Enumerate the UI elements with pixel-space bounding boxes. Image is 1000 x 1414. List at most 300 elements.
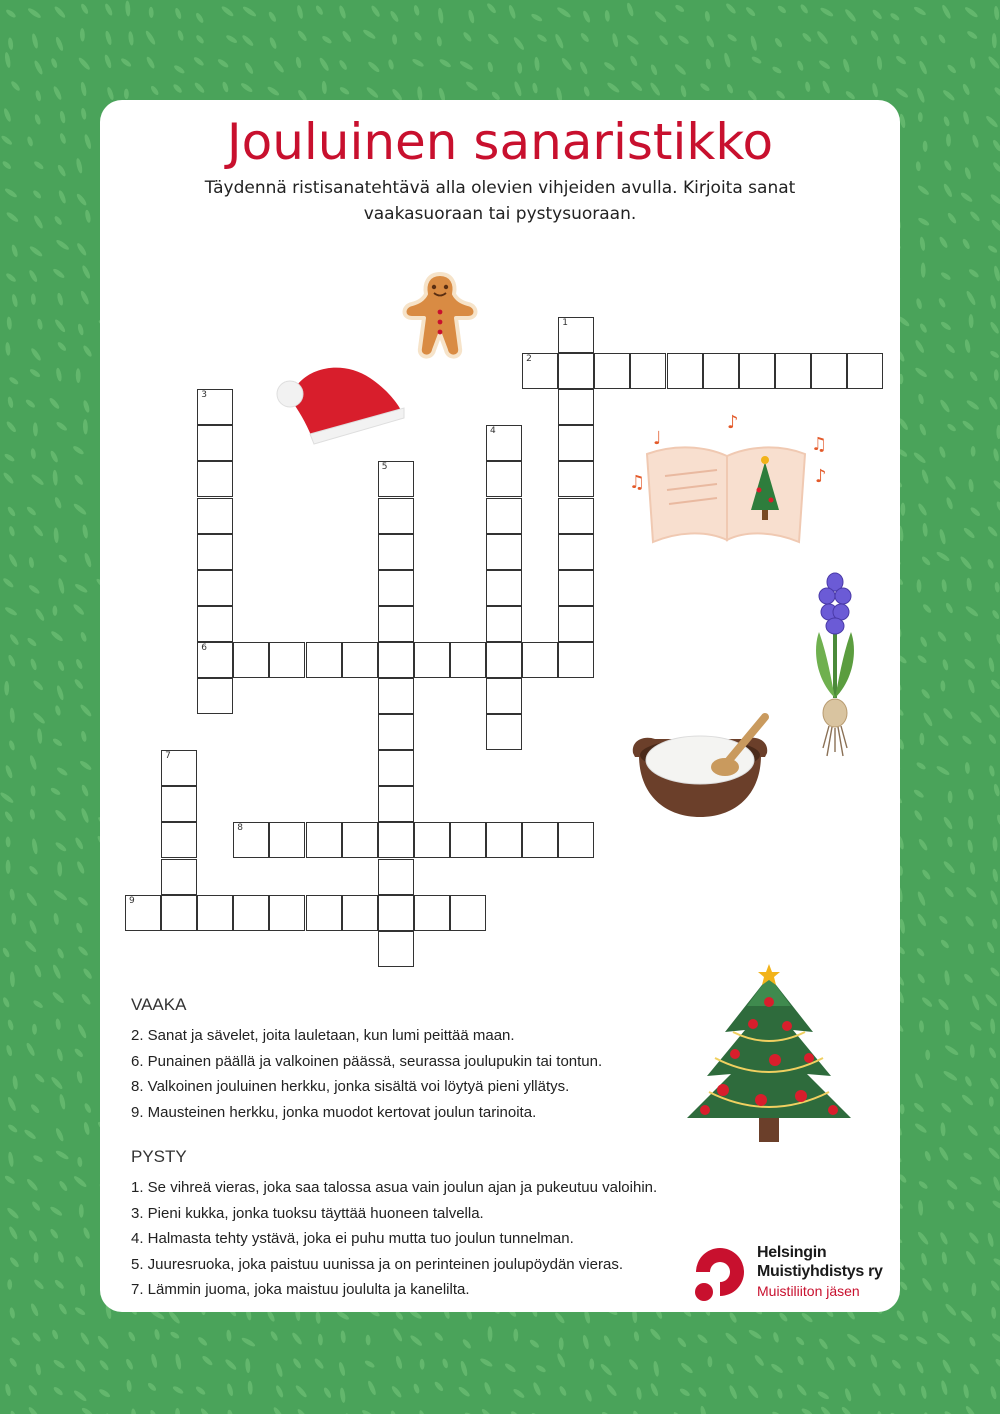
leaf-stroke [227, 1409, 234, 1414]
leaf-stroke [728, 1384, 738, 1400]
leaf-stroke [242, 5, 258, 18]
leaf-stroke [922, 712, 934, 728]
crossword-cell[interactable] [558, 642, 594, 678]
leaf-stroke [918, 1180, 929, 1190]
leaf-stroke [245, 1358, 251, 1373]
crossword-cell[interactable] [558, 498, 594, 534]
crossword-cell[interactable] [739, 353, 775, 389]
crossword-cell[interactable] [197, 678, 233, 714]
leaf-stroke [83, 552, 92, 568]
leaf-stroke [987, 244, 998, 254]
leaf-stroke [969, 57, 976, 70]
leaf-stroke [916, 913, 927, 928]
leaf-stroke [34, 1252, 39, 1263]
leaf-stroke [80, 3, 90, 15]
leaf-stroke [992, 868, 999, 882]
leaf-stroke [8, 553, 19, 568]
leaf-stroke [920, 688, 931, 700]
leaf-stroke [795, 1383, 808, 1397]
crossword-cell[interactable] [558, 461, 594, 497]
leaf-stroke [144, 30, 157, 46]
leaf-stroke [74, 583, 89, 595]
leaf-stroke [195, 1385, 207, 1396]
leaf-stroke [387, 59, 394, 70]
leaf-stroke [917, 838, 928, 852]
crossword-cell[interactable] [414, 642, 450, 678]
leaf-stroke [961, 83, 970, 96]
crossword-cell[interactable] [233, 642, 269, 678]
crossword-cell[interactable] [378, 498, 414, 534]
crossword-cell[interactable] [414, 822, 450, 858]
leaf-stroke [395, 1355, 404, 1369]
leaf-stroke [25, 892, 38, 908]
crossword-cell[interactable] [558, 570, 594, 606]
crossword-cell[interactable] [161, 822, 197, 858]
crossword-cell[interactable] [342, 642, 378, 678]
leaf-stroke [728, 1311, 738, 1323]
clue-number: 3 [201, 390, 207, 401]
leaf-stroke [195, 12, 205, 24]
crossword-cell[interactable] [558, 822, 594, 858]
leaf-stroke [174, 1353, 182, 1370]
leaf-stroke [751, 55, 763, 65]
leaf-stroke [944, 1302, 958, 1317]
crossword-cell[interactable] [667, 353, 703, 389]
leaf-stroke [24, 939, 38, 953]
leaf-stroke [916, 972, 926, 984]
leaf-stroke [965, 399, 980, 411]
leaf-stroke [128, 31, 135, 46]
crossword-cell[interactable] [811, 353, 847, 389]
crossword-cell[interactable] [378, 714, 414, 750]
leaf-stroke [943, 116, 951, 127]
leaf-stroke [919, 1020, 925, 1033]
crossword-cell[interactable] [450, 642, 486, 678]
leaf-stroke [80, 28, 85, 42]
leaf-stroke [76, 860, 86, 874]
leaf-stroke [175, 1408, 180, 1414]
leaf-stroke [53, 5, 66, 19]
leaf-stroke [57, 553, 68, 563]
leaf-stroke [54, 1127, 64, 1142]
leaf-stroke [649, 81, 662, 96]
crossword-cell[interactable] [378, 570, 414, 606]
crossword-cell[interactable] [306, 822, 342, 858]
crossword-cell[interactable] [161, 895, 197, 931]
crossword-cell[interactable] [450, 822, 486, 858]
crossword-cell[interactable] [125, 895, 161, 931]
clue-number: 7 [165, 751, 171, 762]
leaf-stroke [917, 502, 928, 516]
crossword-cell[interactable] [161, 859, 197, 895]
crossword-cell[interactable] [342, 822, 378, 858]
leaf-stroke [583, 86, 591, 98]
leaf-stroke [944, 475, 957, 491]
leaf-stroke [877, 1411, 884, 1414]
leaf-stroke [964, 6, 979, 19]
crossword-cell[interactable] [378, 750, 414, 786]
leaf-stroke [968, 479, 974, 493]
leaf-stroke [32, 999, 44, 1009]
leaf-stroke [433, 1380, 444, 1392]
instructions: Täydennä ristisanatehtävä alla olevien vihjeiden avulla. Kirjoita sanat vaakasuoraan tai pystysuoraan. [204, 178, 796, 224]
leaf-stroke [55, 238, 70, 251]
leaf-stroke [221, 81, 229, 93]
leaf-stroke [31, 1200, 42, 1212]
leaf-stroke [55, 1149, 70, 1161]
leaf-stroke [438, 58, 452, 69]
leaf-stroke [419, 1359, 424, 1370]
leaf-stroke [104, 30, 112, 45]
leaf-stroke [321, 81, 327, 95]
crossword-cell[interactable] [197, 389, 233, 425]
crossword-cell[interactable] [161, 786, 197, 822]
leaf-stroke [799, 3, 809, 14]
leaf-stroke [512, 1388, 525, 1400]
leaf-stroke [941, 1251, 948, 1264]
crossword-cell[interactable] [197, 895, 233, 931]
crossword-cell[interactable] [378, 606, 414, 642]
crossword-cell[interactable] [378, 678, 414, 714]
crossword-cell[interactable] [486, 642, 522, 678]
crossword-cell[interactable] [161, 750, 197, 786]
leaf-stroke [131, 1408, 137, 1414]
leaf-stroke [704, 11, 710, 22]
crossword-cell[interactable] [775, 353, 811, 389]
crossword-cell[interactable] [558, 353, 594, 389]
leaf-stroke [961, 734, 973, 745]
leaf-stroke [630, 80, 643, 93]
leaf-stroke [487, 61, 494, 72]
crossword-cell[interactable] [486, 570, 522, 606]
leaf-stroke [56, 685, 65, 701]
crossword-cell[interactable] [197, 461, 233, 497]
leaf-stroke [987, 55, 1000, 70]
crossword-cell[interactable] [269, 822, 305, 858]
clue-number: 5 [381, 462, 388, 473]
leaf-stroke [554, 33, 565, 49]
leaf-stroke [82, 344, 93, 357]
leaf-stroke [339, 86, 351, 96]
leaf-stroke [993, 6, 999, 20]
leaf-stroke [529, 1338, 541, 1349]
crossword-cell[interactable] [342, 895, 378, 931]
leaf-stroke [367, 60, 381, 73]
crossword-cell[interactable] [558, 425, 594, 461]
leaf-stroke [79, 290, 90, 306]
crossword-cell[interactable] [486, 425, 522, 461]
leaf-stroke [941, 1359, 952, 1375]
crossword-cell[interactable] [233, 895, 269, 931]
leaf-stroke [9, 888, 15, 900]
leaf-stroke [58, 1180, 69, 1192]
leaf-stroke [967, 788, 975, 801]
leaf-stroke [989, 350, 1000, 360]
crossword-cell[interactable] [630, 353, 666, 389]
leaf-stroke [969, 210, 981, 222]
leaf-stroke [921, 555, 932, 566]
leaf-stroke [296, 29, 308, 42]
leaf-stroke [52, 737, 64, 747]
leaf-stroke [774, 37, 784, 48]
leaf-stroke [920, 1385, 927, 1399]
leaf-stroke [943, 159, 953, 171]
leaf-stroke [52, 85, 63, 100]
leaf-stroke [33, 1278, 45, 1290]
leaf-stroke [871, 1333, 887, 1345]
crossword-cell[interactable] [486, 678, 522, 714]
leaf-stroke [986, 525, 998, 538]
christmas-tree-icon [683, 962, 855, 1144]
crossword-cell[interactable] [269, 642, 305, 678]
crossword-cell[interactable] [558, 389, 594, 425]
leaf-stroke [674, 4, 685, 14]
crossword-cell[interactable] [558, 606, 594, 642]
leaf-stroke [56, 341, 67, 352]
leaf-stroke [32, 189, 43, 200]
leaf-stroke [275, 1384, 285, 1398]
crossword-cell[interactable] [486, 822, 522, 858]
crossword-cell[interactable] [486, 714, 522, 750]
leaf-stroke [28, 919, 38, 934]
leaf-stroke [199, 1407, 212, 1414]
leaf-stroke [31, 293, 36, 305]
crossword-cell[interactable] [378, 859, 414, 895]
leaf-stroke [226, 1329, 232, 1341]
crossword-cell[interactable] [522, 822, 558, 858]
leaf-stroke [486, 2, 498, 14]
leaf-stroke [914, 366, 928, 378]
leaf-stroke [939, 399, 951, 414]
leaf-stroke [962, 111, 970, 126]
crossword-cell[interactable] [197, 606, 233, 642]
leaf-stroke [8, 740, 16, 751]
clue-number: 9 [129, 895, 135, 906]
leaf-stroke [804, 81, 811, 92]
leaf-stroke [800, 1312, 813, 1324]
leaf-stroke [32, 1154, 44, 1163]
leaf-stroke [582, 1334, 590, 1349]
crossword-cell[interactable] [486, 498, 522, 534]
leaf-stroke [57, 861, 62, 876]
leaf-stroke [362, 28, 377, 40]
leaf-stroke [79, 1204, 84, 1218]
leaf-stroke [126, 1380, 132, 1392]
leaf-stroke [632, 1410, 641, 1414]
leaf-stroke [745, 6, 757, 18]
crossword-cell[interactable] [269, 895, 305, 931]
leaf-stroke [559, 1337, 564, 1350]
leaf-stroke [30, 448, 36, 459]
leaf-stroke [7, 654, 17, 667]
leaf-stroke [6, 1206, 20, 1220]
crossword-cell[interactable] [378, 895, 414, 931]
crossword-cell[interactable] [197, 534, 233, 570]
leaf-stroke [487, 32, 500, 45]
leaf-stroke [966, 1124, 979, 1137]
down-heading: PYSTY [131, 1147, 187, 1166]
leaf-stroke [725, 2, 737, 15]
leaf-stroke [948, 791, 953, 803]
leaf-stroke [172, 83, 183, 94]
leaf-stroke [917, 184, 931, 196]
leaf-stroke [52, 605, 57, 615]
leaf-stroke [74, 1255, 85, 1268]
leaf-stroke [465, 80, 479, 92]
leaf-stroke [589, 1358, 594, 1370]
crossword-cell[interactable] [197, 498, 233, 534]
svg-text:♫: ♫ [811, 434, 828, 455]
leaf-stroke [946, 134, 951, 147]
crossword-cell[interactable] [847, 353, 883, 389]
crossword-cell[interactable] [378, 822, 414, 858]
leaf-stroke [73, 678, 84, 690]
leaf-stroke [971, 446, 976, 457]
leaf-stroke [150, 85, 160, 97]
crossword-cell[interactable] [197, 642, 233, 678]
leaf-stroke [914, 1073, 925, 1090]
leaf-stroke [771, 65, 782, 74]
leaf-stroke [964, 1075, 973, 1087]
leaf-stroke [936, 630, 947, 643]
leaf-stroke [984, 993, 999, 1008]
leaf-stroke [291, 1331, 303, 1345]
leaf-stroke [195, 34, 205, 45]
leaf-stroke [98, 1359, 110, 1372]
leaf-stroke [943, 368, 955, 380]
leaf-stroke [705, 58, 712, 69]
leaf-stroke [57, 578, 65, 594]
leaf-stroke [73, 1047, 84, 1058]
svg-text:♩: ♩ [653, 428, 662, 449]
leaf-stroke [901, 503, 906, 516]
leaf-stroke [517, 62, 523, 74]
crossword-cell[interactable] [486, 534, 522, 570]
leaf-stroke [51, 964, 62, 980]
leaf-stroke [941, 1282, 949, 1294]
leaf-stroke [80, 993, 92, 1006]
leaf-stroke [173, 64, 186, 75]
leaf-stroke [960, 191, 974, 203]
leaf-stroke [771, 1410, 785, 1414]
leaf-stroke [961, 238, 971, 250]
leaf-stroke [9, 708, 15, 724]
leaf-stroke [772, 1332, 780, 1344]
leaf-stroke [945, 343, 957, 355]
svg-text:♪: ♪ [727, 412, 739, 433]
leaf-stroke [748, 1328, 763, 1340]
crossword-cell[interactable] [378, 534, 414, 570]
leaf-stroke [365, 86, 379, 99]
leaf-stroke [963, 973, 975, 985]
crossword-cell[interactable] [306, 642, 342, 678]
crossword-cell[interactable] [378, 461, 414, 497]
crossword-cell[interactable] [594, 353, 630, 389]
leaf-stroke [921, 1310, 929, 1323]
leaf-stroke [361, 1409, 376, 1414]
leaf-stroke [696, 1333, 709, 1345]
leaf-stroke [747, 1384, 760, 1399]
leaf-stroke [147, 1382, 158, 1393]
leaf-stroke [34, 1072, 46, 1084]
crossword-cell[interactable] [522, 353, 558, 389]
crossword-cell[interactable] [197, 425, 233, 461]
leaf-stroke [37, 728, 43, 744]
crossword-cell[interactable] [522, 642, 558, 678]
leaf-stroke [272, 1406, 285, 1414]
leaf-stroke [82, 967, 93, 980]
crossword-cell[interactable] [703, 353, 739, 389]
leaf-stroke [5, 211, 19, 224]
leaf-stroke [943, 886, 955, 899]
leaf-stroke [937, 998, 950, 1012]
leaf-stroke [915, 298, 923, 310]
logo-line-1: Helsingin [757, 1244, 827, 1261]
crossword-cell[interactable] [450, 895, 486, 931]
leaf-stroke [73, 1389, 88, 1403]
leaf-stroke [935, 765, 950, 777]
crossword-cell[interactable] [378, 786, 414, 822]
leaf-stroke [51, 991, 65, 1005]
leaf-stroke [604, 10, 610, 22]
leaf-stroke [959, 555, 973, 570]
leaf-stroke [295, 56, 302, 68]
crossword-cell[interactable] [233, 822, 269, 858]
leaf-stroke [169, 1331, 180, 1340]
leaf-stroke [441, 1358, 449, 1369]
leaf-stroke [554, 1311, 566, 1324]
crossword-cell[interactable] [378, 931, 414, 967]
leaf-stroke [30, 785, 36, 796]
leaf-stroke [338, 1361, 347, 1376]
clue-number: 1 [562, 318, 568, 328]
leaf-stroke [940, 1102, 953, 1114]
leaf-stroke [150, 1353, 158, 1368]
crossword-cell[interactable] [486, 606, 522, 642]
leaf-stroke [33, 160, 45, 171]
leaf-stroke [919, 236, 926, 251]
leaf-stroke [723, 52, 732, 68]
leaf-stroke [599, 1363, 613, 1377]
leaf-stroke [987, 1146, 1000, 1160]
leaf-stroke [29, 755, 38, 771]
leaf-stroke [55, 1018, 62, 1030]
leaf-stroke [530, 12, 543, 22]
leaf-stroke [653, 1361, 660, 1377]
leaf-stroke [73, 1175, 88, 1189]
clue-number: 2 [526, 354, 532, 365]
crossword-cell[interactable] [414, 895, 450, 931]
crossword-cell[interactable] [378, 642, 414, 678]
leaf-stroke [584, 1389, 593, 1403]
crossword-cell[interactable] [558, 317, 594, 353]
leaf-stroke [56, 766, 69, 777]
leaf-stroke [1, 947, 10, 959]
leaf-stroke [961, 1093, 975, 1106]
leaf-stroke [820, 1405, 833, 1414]
crossword-cell[interactable] [306, 895, 342, 931]
leaf-stroke [935, 550, 950, 562]
leaf-stroke [80, 108, 87, 120]
leaf-stroke [8, 525, 16, 537]
leaf-stroke [534, 57, 540, 72]
crossword-cell[interactable] [197, 570, 233, 606]
leaf-stroke [172, 1385, 185, 1395]
leaf-stroke [992, 33, 997, 48]
crossword-cell[interactable] [558, 534, 594, 570]
leaf-stroke [54, 1279, 66, 1291]
crossword-cell[interactable] [486, 461, 522, 497]
